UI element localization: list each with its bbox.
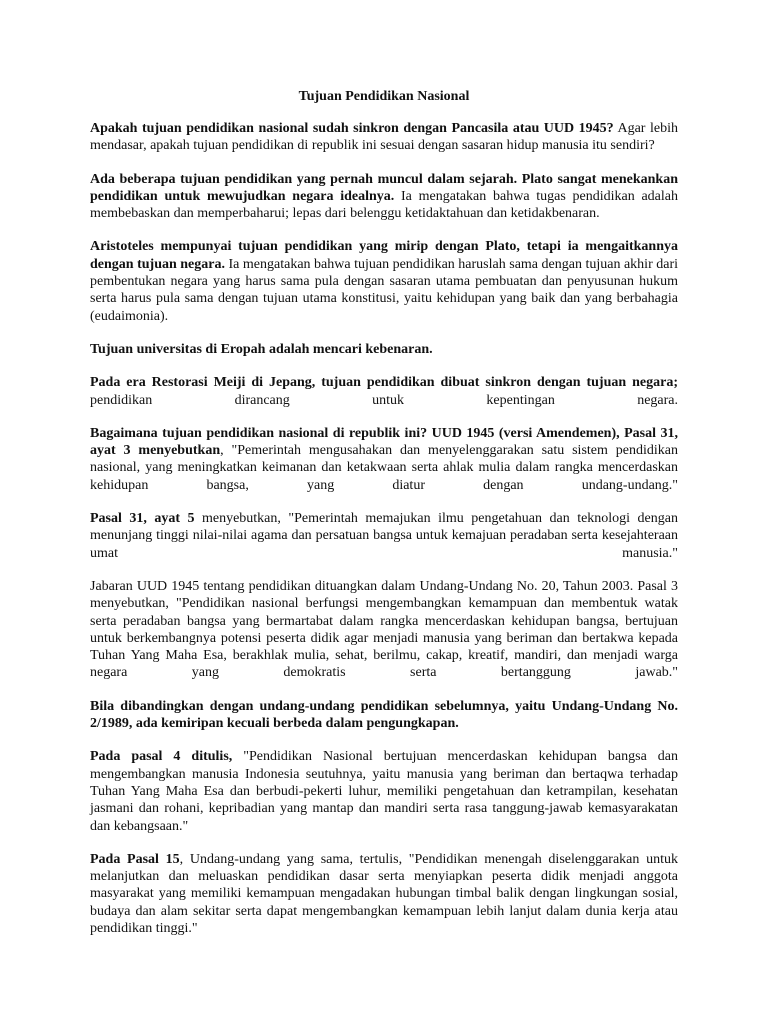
paragraph-9-bold: Bila dibandingkan dengan undang-undang pendidikan sebelumnya, yaitu Undang-Undang No. 2/1989, ada kemiripan kecuali berbeda dalam pengungkapan. <box>90 698 678 732</box>
paragraph-5-bold: Pada era Restorasi Meiji di Jepang, tujuan pendidikan dibuat sinkron dengan tujuan negara; <box>90 375 678 391</box>
paragraph-1-bold: Apakah tujuan pendidikan nasional sudah sinkron dengan Pancasila atau UUD 1945? <box>90 121 614 136</box>
paragraph-5-text: pendidikan dirancang untuk kepentingan negara. <box>90 392 678 408</box>
paragraph-9 <box>90 698 678 733</box>
paragraph-1-text: Agar lebih mendasar, apakah tujuan pendidikan di republik ini sesuai dengan sasaran hidup manusia itu sendiri? <box>90 121 678 154</box>
paragraph-10 <box>90 748 678 834</box>
paragraph-2 <box>90 171 678 223</box>
paragraph-3-text: Ia mengatakan bahwa tujuan pendidikan haruslah sama dengan tujuan akhir dari pembentukan negara yang harus sama pula dengan sasaran utama pembuatan dan penyusunan hukum serta harus pula sama dengan tujuan utama konstitusi, yaitu kehidupan yang baik dan yang berbahagia (eudaimonia). <box>90 256 679 324</box>
paragraph-6-text: , "Pemerintah mengusahakan dan menyelenggarakan satu sistem pendidikan nasional, yang meningkatkan keimanan dan ketakwaan serta ahlak mulia dalam rangka mencerdaskan kehidupan bangsa, yang diatur dengan undang-undang." <box>90 443 678 493</box>
document-title: Tujuan Pendidikan Nasional <box>298 89 470 104</box>
paragraph-10-text: "Pendidikan Nasional bertujuan mencerdaskan kehidupan bangsa dan mengembangkan manusia Indonesia seutuhnya, yaitu manusia yang beriman dan bertaqwa terhadap Tuhan Yang Maha Esa dan berbudi-pekerti luhur, memiliki pengetahuan dan ketrampilan, kesehatan jasmani dan rohani, kepribadian yang mantap dan mandiri serta rasa tanggung-jawab kemasyarakatan dan kebangsaan." <box>90 749 678 834</box>
paragraph-7-bold: Pasal 31, ayat 5 <box>90 511 195 527</box>
paragraph-3 <box>90 238 678 324</box>
paragraph-7-text: menyebutkan, "Pemerintah memajukan ilmu pengetahuan dan teknologi dengan menunjang tinggi nilai-nilai agama dan persatuan bangsa untuk kemajuan peradaban serta kesejahteraan umat manusia." <box>90 511 678 561</box>
paragraph-2-text: Ia mengatakan bahwa tugas pendidikan adalah membebaskan dan memperbaharui; lepas dari belenggu ketidaktahuan dan ketidakbenaran. <box>90 188 679 222</box>
paragraph-6 <box>90 425 678 494</box>
paragraph-6-bold: Bagaimana tujuan pendidikan nasional di republik ini? UUD 1945 (versi Amendemen), Pasal 31, ayat 3 menyebutkan <box>90 425 678 459</box>
paragraph-4-bold: Tujuan universitas di Eropah adalah mencari kebenaran. <box>90 341 433 357</box>
paragraph-8 <box>90 578 678 682</box>
paragraph-7 <box>90 510 678 562</box>
paragraph-5 <box>90 374 678 409</box>
paragraph-10-bold: Pada pasal 4 ditulis, <box>90 749 233 765</box>
paragraph-1 <box>90 120 678 155</box>
paragraph-4 <box>90 341 678 358</box>
paragraph-11-bold: Pada Pasal 15 <box>90 851 180 867</box>
paragraph-11-text: , Undang-undang yang sama, tertulis, "Pendidikan menengah diselenggarakan untuk melanjutkan dan meluaskan pendidikan dasar serta menyiapkan peserta didik menjadi anggota masyarakat yang memiliki kemampuan mengadakan hubungan timbal balik dengan lingkungan sosial, budaya dan alam sekitar serta dapat mengembangkan kemampuan lebih lanjut dalam dunia kerja atau pendidikan tinggi." <box>90 851 678 936</box>
paragraph-11 <box>90 851 678 937</box>
paragraph-3-bold: Aristoteles mempunyai tujuan pendidikan yang mirip dengan Plato, tetapi ia mengaitkannya dengan tujuan negara. <box>90 239 678 272</box>
paragraph-8-text: Jabaran UUD 1945 tentang pendidikan dituangkan dalam Undang-Undang No. 20, Tahun 2003. Pasal 3 menyebutkan, "Pendidikan nasional berfungsi mengembangkan kemampuan dan membentuk watak serta peradaban bangsa yang bermartabat dalam rangka mencerdaskan kehidupan bangsa, bertujuan untuk berkembangnya potensi peserta didik agar menjadi manusia yang beriman dan bertakwa kepada Tuhan Yang Maha Esa, berakhlak mulia, sehat, berilmu, cakap, kreatif, mandiri, dan menjadi warga negara yang demokratis serta bertanggung jawab." <box>90 578 678 681</box>
paragraph-2-bold: Ada beberapa tujuan pendidikan yang pernah muncul dalam sejarah. Plato sangat menekankan pendidikan untuk mewujudkan negara idealnya. <box>90 171 678 204</box>
